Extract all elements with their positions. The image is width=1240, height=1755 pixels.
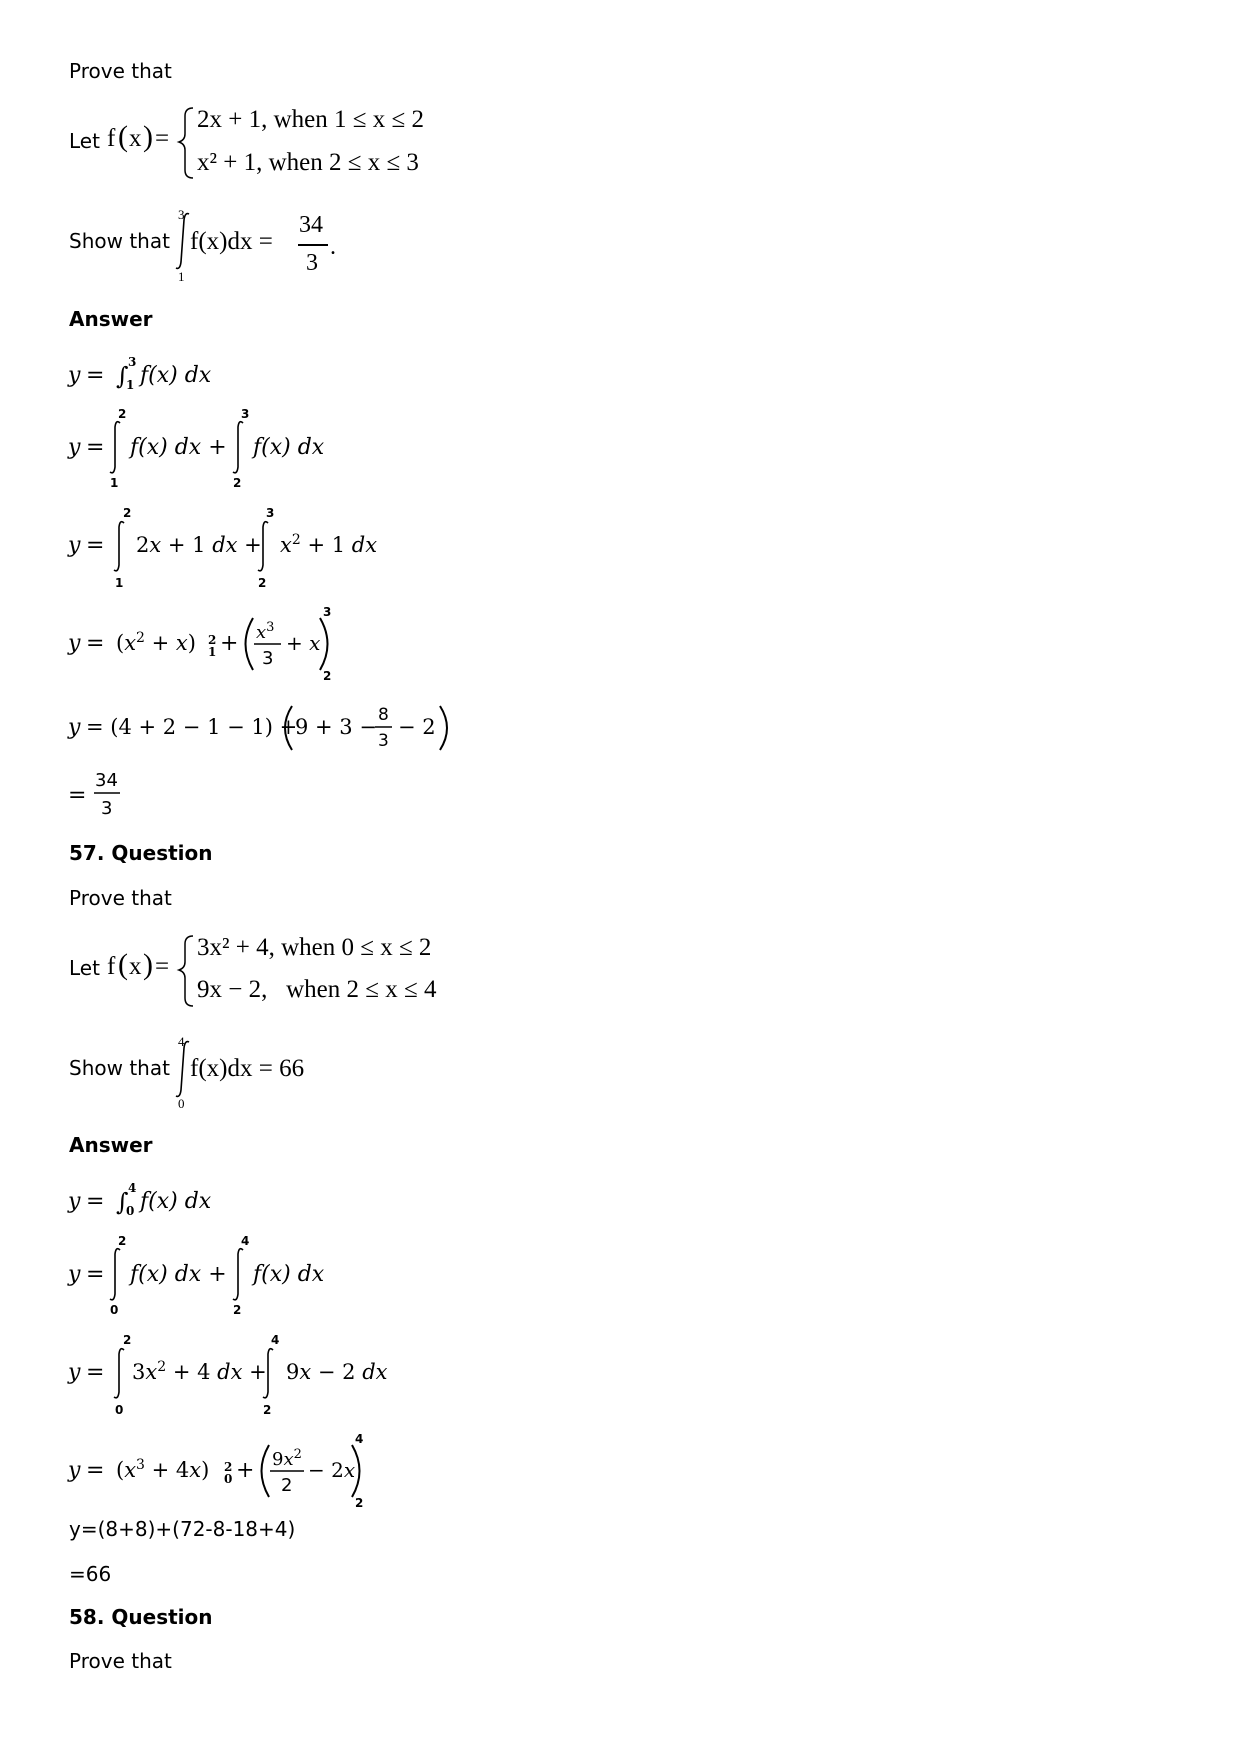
svg-text:4: 4 [355,1432,364,1446]
svg-text:9x2: $9x^2$ [272,1447,302,1470]
svg-text:x: x [129,125,142,152]
svg-text:(x3 + 4x): $(x^3 + 4x)$ [116,1457,210,1482]
svg-text:2: 2 [233,1303,242,1317]
svg-text:y: y [68,533,81,558]
svg-text:3: 3 [323,605,332,619]
svg-text:4: 4 [271,1333,280,1347]
q57-integral-upper: 4 [178,1034,185,1049]
svg-text:f(x) dx: f(x) dx [140,363,212,388]
svg-text:+: + [236,1458,255,1483]
svg-text:y: y [68,631,81,656]
svg-text:3: 3 [128,355,137,369]
svg-text:34: 34 [95,770,118,791]
svg-text:x3: $x^3$ [256,620,275,643]
q56-integral-upper: 3 [178,207,185,222]
svg-text:y: y [68,1189,81,1214]
svg-text:+ x: + x [286,631,321,655]
svg-text:1: 1 [126,378,135,392]
svg-text:=: = [86,631,105,656]
q56-step-1 [68,350,308,400]
svg-text:2: 2 [118,1234,127,1248]
q56-integral-lower: 1 [178,269,185,284]
svg-text:1: 1 [110,476,119,490]
q56-answer-heading: Answer [69,307,153,331]
q56-case-1: 2x + 1, when 1 ≤ x ≤ 2 [197,106,424,133]
svg-text:+: + [220,631,239,656]
svg-text:0: 0 [126,1204,135,1218]
svg-text:1: 1 [115,576,124,590]
svg-text:− 2: − 2 [398,715,436,739]
q57-case-2: 9x − 2, when 2 ≤ x ≤ 4 [197,976,437,1003]
q57-prove-label: Prove that [69,886,172,910]
q58-prove-label: Prove that [69,1649,172,1673]
svg-text:9x − 2 dx: 9x − 2 dx [286,1360,388,1384]
svg-text:2: 2 [355,1496,364,1510]
q57-step-4 [68,1431,388,1511]
q56-let-label: Let [69,129,100,153]
svg-text:2: 2 [263,1403,272,1417]
svg-text:y: y [68,715,81,740]
q56-step-5 [68,694,468,754]
q57-step-2 [68,1232,388,1317]
q56-show-label: Show that [69,229,170,253]
svg-text:=: = [68,783,87,808]
svg-text:0: 0 [110,1303,119,1317]
svg-text:f(x) dx: f(x) dx [253,435,325,460]
q57-integrand: f(x)dx = 66 [190,1055,305,1082]
svg-text:y: y [68,1262,81,1287]
q56-step-6 [68,762,148,822]
svg-text:3: 3 [378,731,389,751]
svg-text:): ) [143,120,153,153]
svg-text:y: y [68,1458,81,1483]
svg-text:=: = [86,1189,105,1214]
q56-step-2 [68,405,388,490]
svg-text:3x2 + 4 dx +: $3x^2 + 4$ dx + [132,1359,267,1384]
q56-rhs-numerator: 34 [299,212,323,238]
svg-text:3: 3 [266,506,275,520]
q57-show-label: Show that [69,1056,170,1080]
svg-text:=: = [86,1360,105,1385]
svg-text:): ) [143,948,153,981]
q57-let-label: Let [69,956,100,980]
svg-text:2: 2 [208,633,217,647]
svg-text:f(x) dx: f(x) dx [140,1189,212,1214]
q57-step-5: y=(8+8)+(72-8-18+4) [69,1517,296,1541]
svg-text:2: 2 [323,669,332,683]
svg-text:y: y [68,435,81,460]
q57-case-1: 3x² + 4, when 0 ≤ x ≤ 2 [197,934,432,961]
svg-text:0: 0 [115,1403,124,1417]
svg-text:y: y [68,363,81,388]
svg-text:− 2x: − 2x [308,1458,356,1482]
q56-step-3 [68,505,408,590]
svg-text:f: f [107,125,116,152]
q56-integrand: f(x)dx = [190,228,273,255]
q57-step-1 [68,1176,308,1226]
svg-text:f: f [107,953,116,980]
svg-text:f(x) dx +: f(x) dx + [130,1262,227,1287]
svg-text:4: 4 [241,1234,250,1248]
svg-text:(: ( [118,120,128,153]
svg-text:=: = [86,1458,105,1483]
q57-heading: 57. Question [69,841,213,865]
svg-text:9 + 3 −: 9 + 3 − [295,715,377,739]
q56-case-2: x² + 1, when 2 ≤ x ≤ 3 [197,149,419,176]
svg-text:∫: ∫ [116,362,129,390]
q57-answer-heading: Answer [69,1133,153,1157]
q56-prove-label: Prove that [69,59,172,83]
q58-heading: 58. Question [69,1605,213,1629]
svg-text:f(x) dx +: f(x) dx + [130,435,227,460]
svg-text:= (4 + 2 − 1 − 1) +: = (4 + 2 − 1 − 1) + [86,715,298,739]
svg-text:=: = [86,435,105,460]
q56-rhs-period: . [330,234,336,260]
q57-integral-lower: 0 [178,1096,185,1111]
svg-text:f(x) dx: f(x) dx [253,1262,325,1287]
svg-text:=: = [86,533,105,558]
svg-text:0: 0 [224,1472,233,1486]
svg-text:2: 2 [233,476,242,490]
svg-text:2: 2 [281,1475,293,1496]
svg-text:∫: ∫ [116,1188,129,1216]
q56-rhs-fraction-bar [298,244,328,246]
svg-text:(: ( [118,948,128,981]
svg-text:4: 4 [128,1181,137,1195]
svg-text:x: x [129,953,142,980]
q57-step-6: =66 [69,1562,112,1586]
svg-text:2: 2 [224,1460,233,1474]
svg-text:=: = [155,125,170,152]
svg-text:2: 2 [118,407,127,421]
svg-text:y: y [68,1360,81,1385]
svg-text:2: 2 [123,1333,132,1347]
q56-step-4 [68,604,368,684]
svg-text:2x + 1 dx +: 2x + 1 dx + [136,533,262,557]
q57-step-3 [68,1332,408,1417]
svg-text:x2 + 1 dx: $x^2 + 1$ dx [280,532,378,557]
svg-text:2: 2 [123,506,132,520]
svg-text:(x2 + x): $(x^2 + x)$ [116,630,196,655]
svg-text:1: 1 [208,645,217,659]
svg-text:=: = [155,953,170,980]
svg-text:3: 3 [101,798,113,819]
q56-rhs-denominator: 3 [306,250,318,276]
svg-text:2: 2 [258,576,267,590]
svg-text:3: 3 [241,407,250,421]
svg-text:=: = [86,363,105,388]
svg-text:3: 3 [262,648,274,669]
svg-text:8: 8 [378,705,389,725]
svg-text:=: = [86,1262,105,1287]
